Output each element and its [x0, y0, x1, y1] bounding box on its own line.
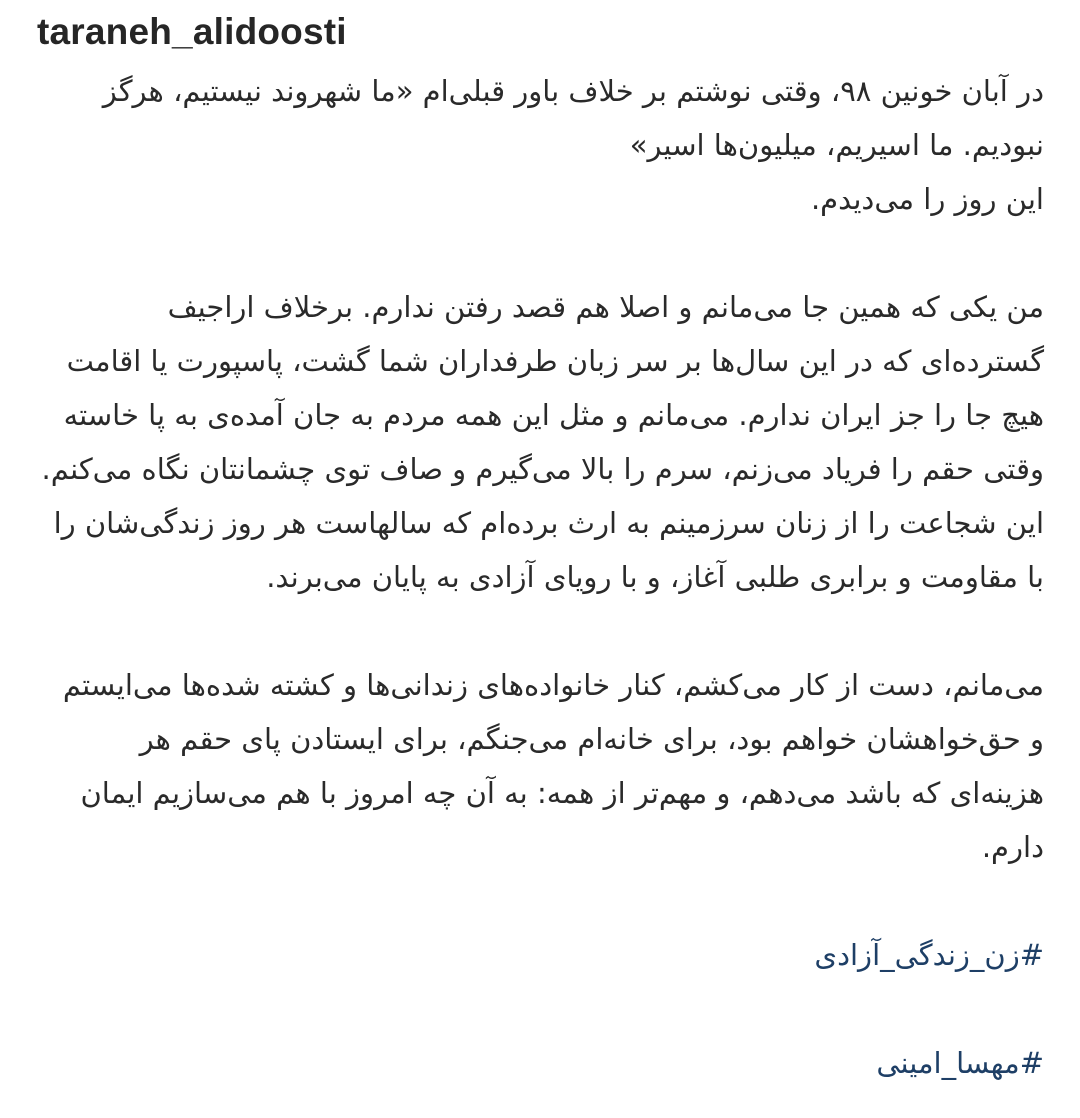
hashtag-mahsa-amini[interactable]: #مهسا_امینی [876, 1046, 1044, 1080]
caption-paragraph-3: می‌مانم، دست از کار می‌کشم، کنار خانواده‌های زندانی‌ها و کشته شده‌ها می‌ایستم و حق‌خواهشان خواهم بود، برای خانه‌ام می‌جنگم، برای ایستادن پای حقم هر هزینه‌ای که باشد می‌دهم، و مهم‌تر از همه: به آن چه امروز با هم می‌سازیم ایمان دارم. [62, 668, 1044, 864]
paragraph-spacer [40, 604, 1044, 658]
paragraph-spacer [40, 982, 1044, 1036]
post-caption [40, 64, 1044, 1090]
post-username[interactable]: taraneh_alidoosti [37, 11, 347, 52]
caption-paragraph-1: در آبان خونین ۹۸، وقتی نوشتم بر خلاف باور قبلی‌ام «ما شهروند نیستیم، هرگز نبودیم. ما اسیریم، میلیون‌ها اسیر» این روز را می‌دیدم. [102, 74, 1044, 216]
paragraph-spacer [40, 874, 1044, 928]
hashtag-zan-zendegi-azadi[interactable]: #زن_زندگی_آزادی [814, 938, 1044, 972]
caption-paragraph-2: من یکی که همین جا می‌مانم و اصلا هم قصد رفتن ندارم. برخلاف اراجیف گسترده‌ای که در این سال‌ها بر سر زبان طرفداران شما گشت، پاسپورت یا اقامت هیچ جا را جز ایران ندارم. می‌مانم و مثل این همه مردم به جان آمده‌ی به پا خاسته وقتی حقم را فریاد می‌زنم، سرم را بالا می‌گیرم و صاف توی چشمانتان نگاه می‌کنم. این شجاعت را از زنان سرزمینم به ارث برده‌ام که سالهاست هر روز زندگی‌شان را با مقاومت و برابری طلبی آغاز، و با رویای آزادی به پایان می‌برند. [41, 290, 1044, 594]
paragraph-spacer [40, 226, 1044, 280]
